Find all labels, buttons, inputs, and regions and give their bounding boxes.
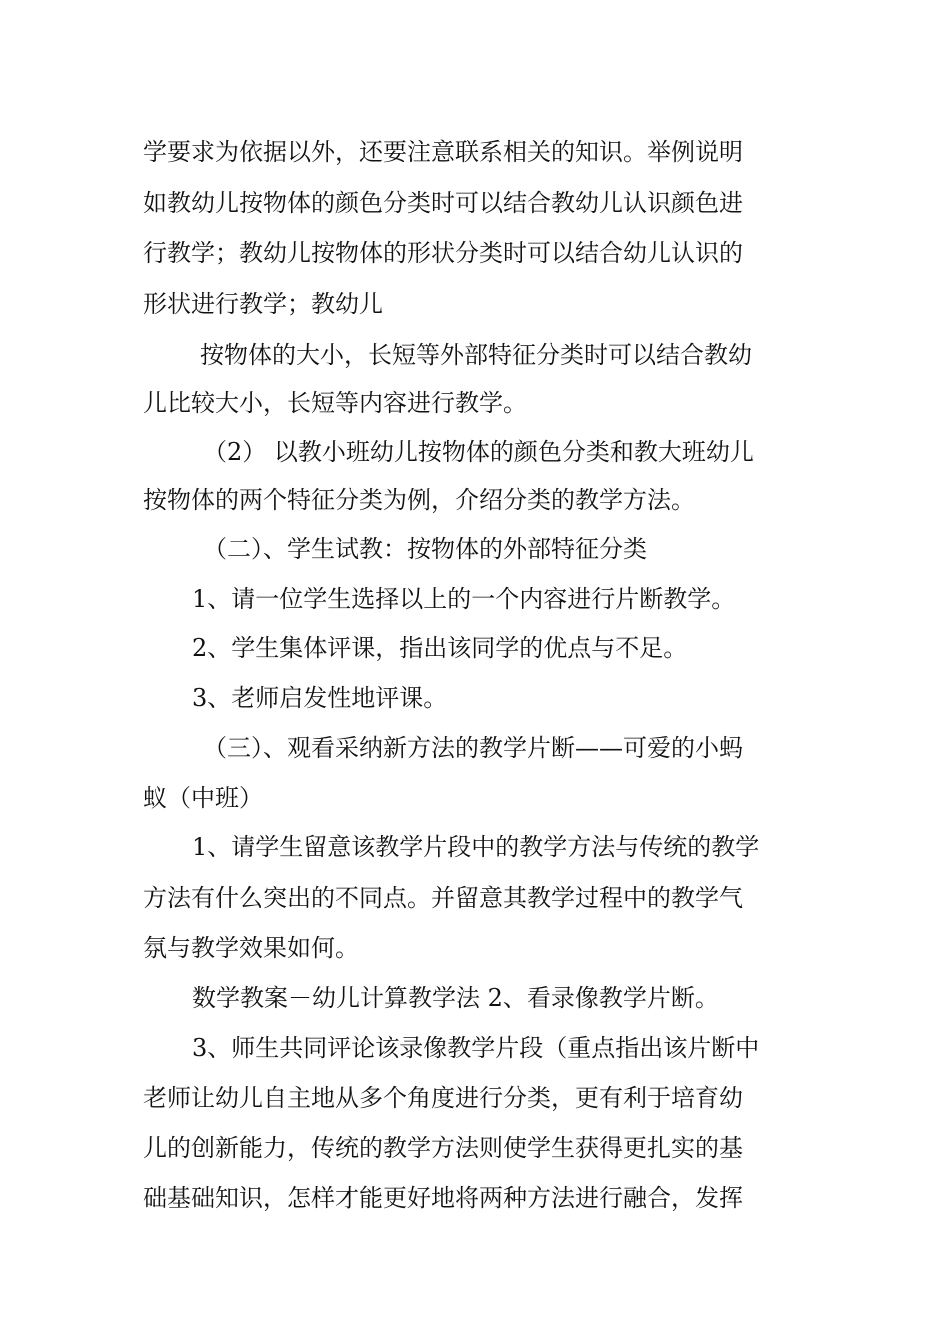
text-line: 学要求为依据以外，还要注意联系相关的知识。举例说明 — [143, 138, 743, 166]
text-line: 儿比较大小，长短等内容进行教学。 — [143, 389, 527, 417]
text-line: 如教幼儿按物体的颜色分类时可以结合教幼儿认识颜色进 — [143, 189, 743, 217]
text-line: 老师让幼儿自主地从多个角度进行分类，更有利于培育幼 — [143, 1084, 743, 1112]
text-line: （2） 以教小班幼儿按物体的颜色分类和教大班幼儿 — [203, 438, 754, 466]
text-line: 础基础知识，怎样才能更好地将两种方法进行融合，发挥 — [143, 1184, 743, 1212]
text-line: 氛与教学效果如何。 — [143, 934, 359, 962]
text-line: 儿的创新能力，传统的教学方法则使学生获得更扎实的基 — [143, 1134, 743, 1162]
list-item: 3、老师启发性地评课。 — [192, 684, 448, 712]
text-line: 形状进行教学；教幼儿 — [143, 290, 383, 318]
list-item: 3、师生共同评论该录像教学片段（重点指出该片断中 — [192, 1034, 760, 1062]
list-item: 2、学生集体评课，指出该同学的优点与不足。 — [192, 634, 688, 662]
text-line: 蚁（中班） — [143, 784, 263, 812]
list-item: 1、请一位学生选择以上的一个内容进行片断教学。 — [192, 585, 736, 613]
text-line: 按物体的两个特征分类为例，介绍分类的教学方法。 — [143, 486, 695, 514]
text-line: 按物体的大小，长短等外部特征分类时可以结合教幼 — [200, 341, 752, 369]
text-line: 方法有什么突出的不同点。并留意其教学过程中的教学气 — [143, 884, 743, 912]
text-line: 行教学；教幼儿按物体的形状分类时可以结合幼儿认识的 — [143, 239, 743, 267]
section-heading: （二）、学生试教：按物体的外部特征分类 — [203, 535, 647, 563]
list-item: 1、请学生留意该教学片段中的教学方法与传统的教学 — [192, 833, 760, 861]
section-heading: （三）、观看采纳新方法的教学片断——可爱的小蚂 — [203, 734, 743, 762]
text-line: 数学教案－幼儿计算教学法 2、看录像教学片断。 — [192, 984, 719, 1012]
